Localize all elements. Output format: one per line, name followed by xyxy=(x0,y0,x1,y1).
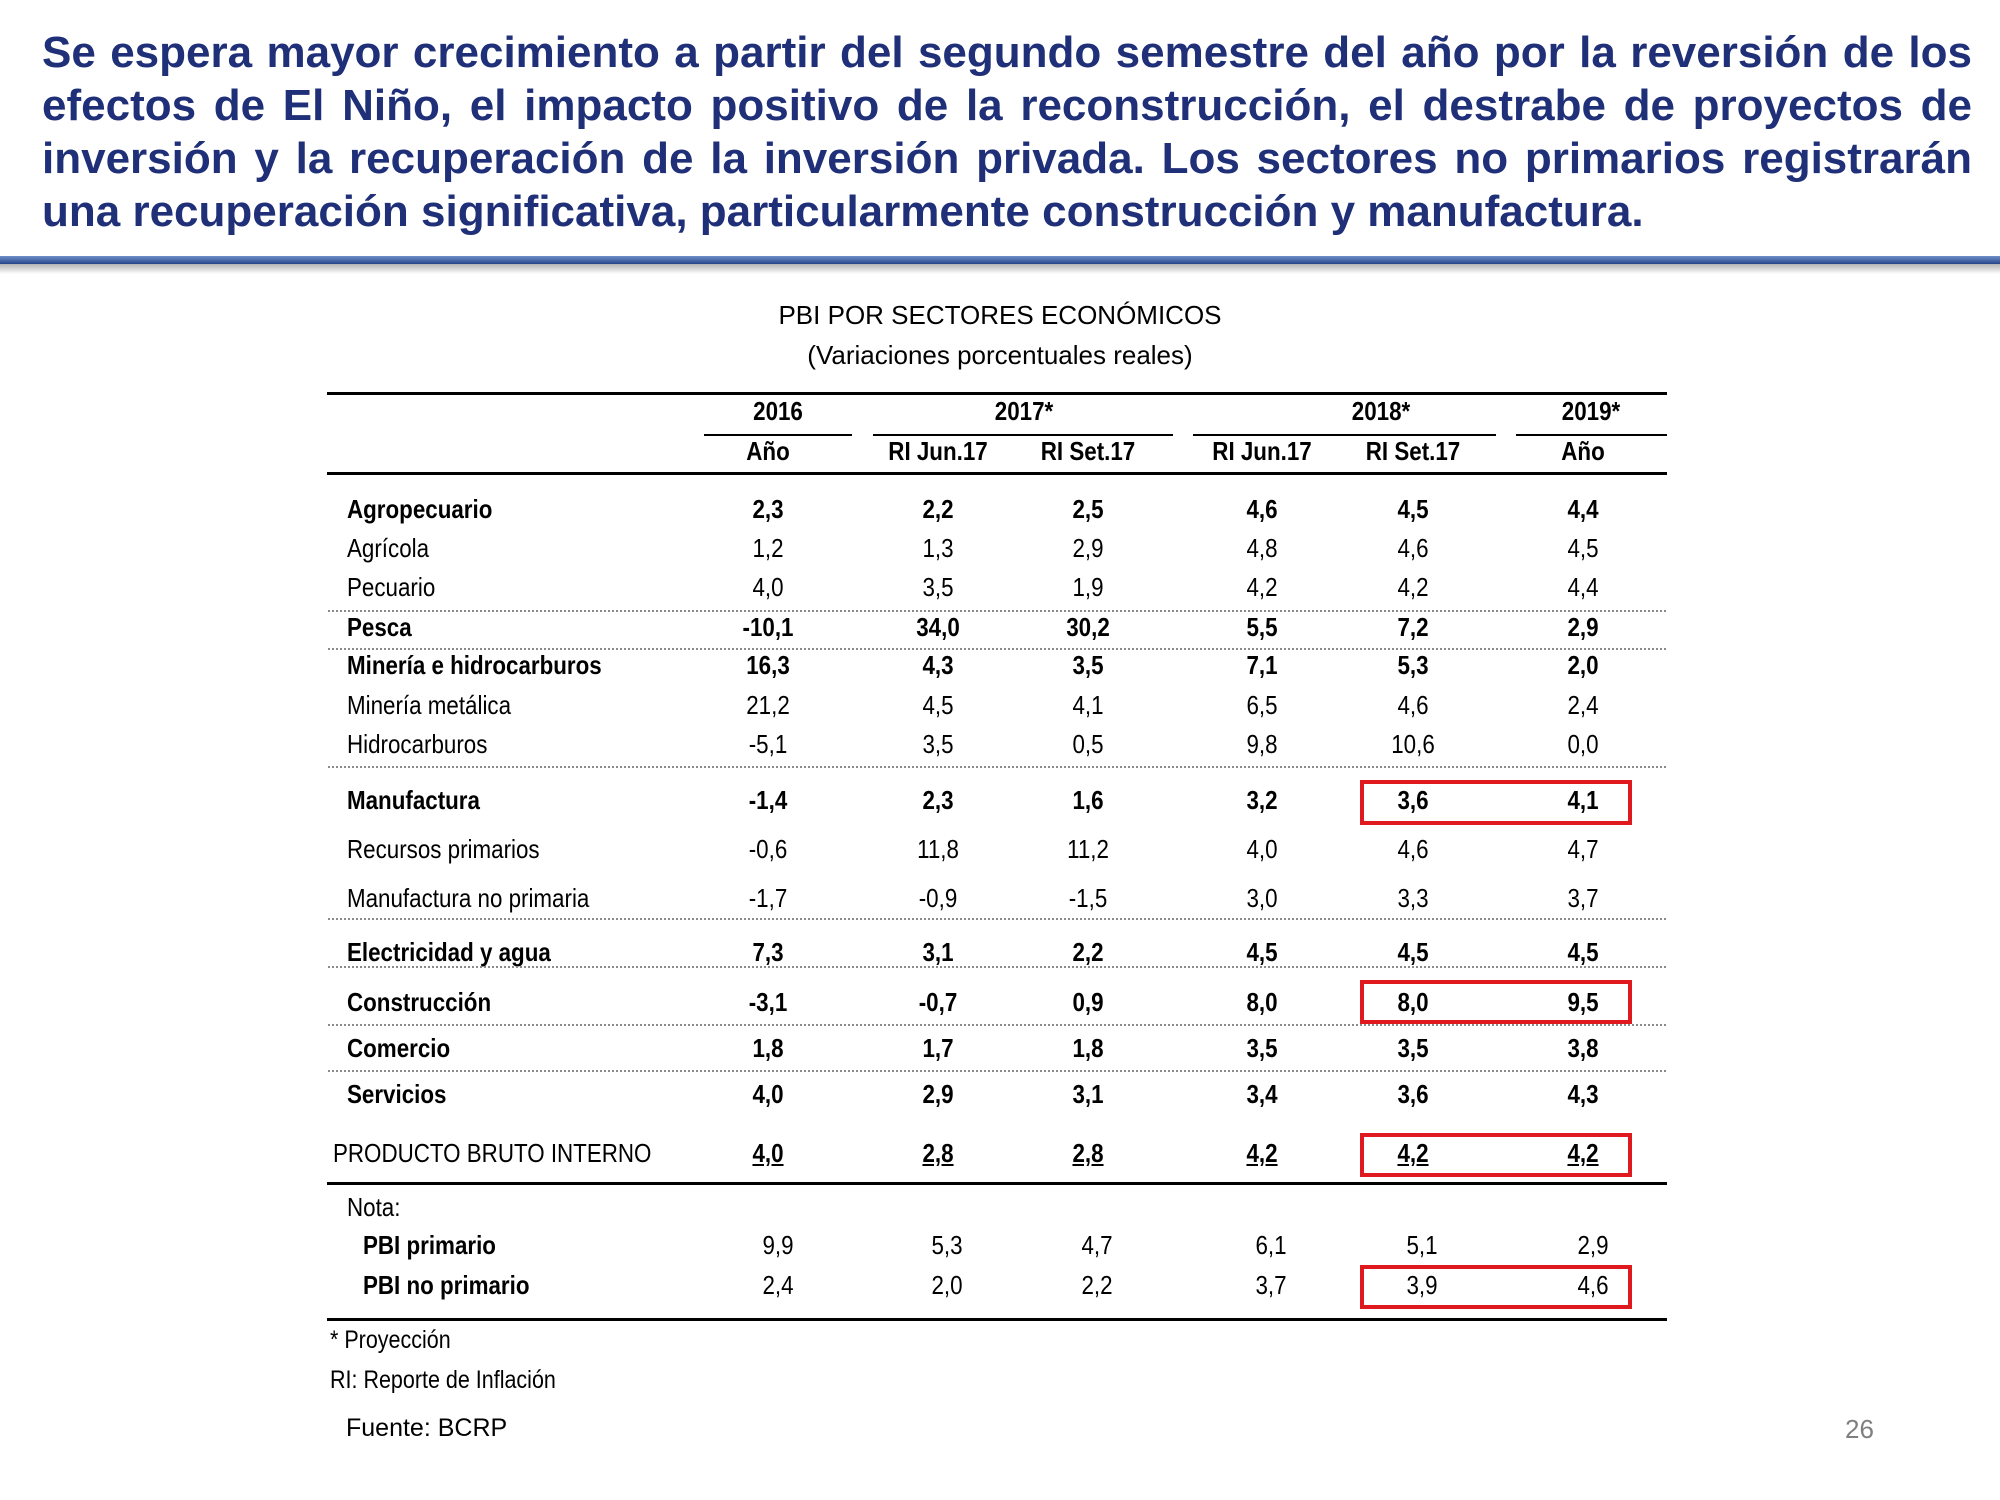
row-label: Hidrocarburos xyxy=(347,729,488,759)
row-label: Agrícola xyxy=(347,533,430,563)
row-label: Manufactura no primaria xyxy=(347,883,590,913)
table-cell: 3,6 xyxy=(1397,1079,1429,1109)
row-label: Pesca xyxy=(347,612,412,642)
note-cell: 3,9 xyxy=(1406,1270,1438,1300)
table-cell: 4,2 xyxy=(1397,1138,1429,1168)
row-label: Agropecuario xyxy=(347,494,493,524)
table-cell: 4,5 xyxy=(1397,494,1429,524)
table-cell: 30,2 xyxy=(1066,612,1110,642)
table-cell: 9,8 xyxy=(1246,729,1278,759)
table-cell: 3,5 xyxy=(1072,650,1104,680)
table-cell: 3,5 xyxy=(1397,1033,1429,1063)
period-header: RI Set.17 xyxy=(1040,436,1136,466)
table-cell: 4,1 xyxy=(1567,785,1599,815)
table-cell: 4,2 xyxy=(1397,572,1429,602)
table-cell: 2,2 xyxy=(922,494,954,524)
row-separator xyxy=(328,1024,1666,1026)
table-cell: 6,5 xyxy=(1246,690,1278,720)
row-label: Servicios xyxy=(347,1079,447,1109)
table-cell: 4,5 xyxy=(1397,937,1429,967)
header-divider-shadow xyxy=(0,264,2000,274)
table-cell: -1,4 xyxy=(748,785,788,815)
table-cell: 2,2 xyxy=(1072,937,1104,967)
table-cell: 7,1 xyxy=(1246,650,1278,680)
period-header: RI Jun.17 xyxy=(1212,436,1312,466)
table-cell: 4,5 xyxy=(1567,937,1599,967)
note-cell: 4,6 xyxy=(1577,1270,1609,1300)
table-cell: 2,3 xyxy=(922,785,954,815)
row-separator xyxy=(328,766,1666,768)
source-note: Fuente: BCRP xyxy=(346,1414,508,1442)
table-cell: 1,6 xyxy=(1072,785,1104,815)
year-header: 2018* xyxy=(1351,396,1411,426)
table-cell: 2,3 xyxy=(752,494,784,524)
row-label: Manufactura xyxy=(347,785,480,815)
row-label: Recursos primarios xyxy=(347,834,540,864)
table-cell: 2,9 xyxy=(1567,612,1599,642)
table-cell: 1,8 xyxy=(752,1033,784,1063)
row-separator xyxy=(328,648,1666,650)
period-header: Año xyxy=(1561,436,1605,466)
table-cell: 0,9 xyxy=(1072,987,1104,1017)
note-cell: 5,3 xyxy=(931,1230,963,1260)
table-cell: 4,6 xyxy=(1397,533,1429,563)
table-cell: 5,3 xyxy=(1397,650,1429,680)
table-top-rule xyxy=(327,392,1667,395)
table-cell: -0,9 xyxy=(918,883,958,913)
period-header: Año xyxy=(746,436,790,466)
table-cell: 1,2 xyxy=(752,533,784,563)
table-cell: 3,1 xyxy=(922,937,954,967)
note-cell: 2,9 xyxy=(1577,1230,1609,1260)
period-header: RI Set.17 xyxy=(1365,436,1461,466)
table-cell: -1,5 xyxy=(1068,883,1108,913)
row-separator xyxy=(328,918,1666,920)
total-rule xyxy=(327,1182,1667,1185)
table-cell: 4,5 xyxy=(922,690,954,720)
table-cell: 4,7 xyxy=(1567,834,1599,864)
row-separator xyxy=(328,1070,1666,1072)
table-cell: 4,4 xyxy=(1567,494,1599,524)
table-cell: 3,7 xyxy=(1567,883,1599,913)
table-cell: 3,5 xyxy=(1246,1033,1278,1063)
table-cell: 4,4 xyxy=(1567,572,1599,602)
note-cell: 6,1 xyxy=(1255,1230,1287,1260)
table-cell: 4,2 xyxy=(1246,1138,1278,1168)
table-cell: 2,9 xyxy=(922,1079,954,1109)
note-cell: 9,9 xyxy=(762,1230,794,1260)
row-label: Construcción xyxy=(347,987,492,1017)
table-cell: 1,3 xyxy=(922,533,954,563)
table-cell: 2,0 xyxy=(1567,650,1599,680)
table-cell: 0,0 xyxy=(1567,729,1599,759)
table-cell: 3,5 xyxy=(922,729,954,759)
note-cell: 5,1 xyxy=(1406,1230,1438,1260)
note-cell: 4,7 xyxy=(1081,1230,1113,1260)
table-cell: 9,5 xyxy=(1567,987,1599,1017)
table-cell: 2,5 xyxy=(1072,494,1104,524)
table-cell: 3,3 xyxy=(1397,883,1429,913)
table-cell: 4,0 xyxy=(752,1138,784,1168)
table-cell: 2,8 xyxy=(1072,1138,1104,1168)
highlight-box xyxy=(1360,980,1632,1024)
table-cell: 4,1 xyxy=(1072,690,1104,720)
table-cell: -10,1 xyxy=(742,612,794,642)
table-cell: 3,8 xyxy=(1567,1033,1599,1063)
table-bottom-rule xyxy=(327,1318,1667,1321)
note-cell: 2,0 xyxy=(931,1270,963,1300)
row-label: PRODUCTO BRUTO INTERNO xyxy=(333,1138,652,1168)
table-cell: 0,5 xyxy=(1072,729,1104,759)
table-cell: 1,8 xyxy=(1072,1033,1104,1063)
highlight-box xyxy=(1360,1133,1632,1177)
row-label: Minería e hidrocarburos xyxy=(347,650,602,680)
slide-headline: Se espera mayor crecimiento a partir del segundo semestre del año por la reversión de los efectos de El Niño, el impacto positivo de la reconstrucción, el destrabe de proyectos de inversión y la recuperación de la inversión privada. Los sectores no primarios registrarán una recuperación significativa, particularmente construcción y manufactura. xyxy=(42,28,1972,236)
table-cell: 4,6 xyxy=(1246,494,1278,524)
year-header: 2019* xyxy=(1561,396,1621,426)
footnote-ri: RI: Reporte de Inflación xyxy=(330,1366,556,1394)
year-header: 2016 xyxy=(753,396,803,426)
header-divider xyxy=(0,256,2000,264)
table-cell: 3,4 xyxy=(1246,1079,1278,1109)
table-cell: 4,6 xyxy=(1397,690,1429,720)
table-cell: 4,6 xyxy=(1397,834,1429,864)
table-cell: 3,0 xyxy=(1246,883,1278,913)
table-cell: 34,0 xyxy=(916,612,960,642)
table-cell: 4,5 xyxy=(1567,533,1599,563)
table-cell: 7,3 xyxy=(752,937,784,967)
note-cell: 2,2 xyxy=(1081,1270,1113,1300)
year-header: 2017* xyxy=(994,396,1054,426)
table-cell: 1,9 xyxy=(1072,572,1104,602)
table-cell: 8,0 xyxy=(1246,987,1278,1017)
highlight-box xyxy=(1360,1265,1632,1309)
table-cell: 4,3 xyxy=(1567,1079,1599,1109)
note-cell: 3,7 xyxy=(1255,1270,1287,1300)
table-cell: 4,0 xyxy=(1246,834,1278,864)
table-cell: 4,2 xyxy=(1567,1138,1599,1168)
table-cell: 3,5 xyxy=(922,572,954,602)
period-header: RI Jun.17 xyxy=(888,436,988,466)
note-cell: 2,4 xyxy=(762,1270,794,1300)
note-label: Nota: xyxy=(347,1192,401,1222)
note-row-label: PBI primario xyxy=(363,1230,496,1260)
table-cell: 8,0 xyxy=(1397,987,1429,1017)
table-cell: 21,2 xyxy=(746,690,790,720)
header-bottom-rule xyxy=(327,472,1667,475)
row-separator xyxy=(328,966,1666,968)
table-cell: 5,5 xyxy=(1246,612,1278,642)
table-cell: 11,2 xyxy=(1067,834,1109,864)
table-cell: -1,7 xyxy=(748,883,788,913)
table-cell: -0,6 xyxy=(748,834,788,864)
table-cell: -5,1 xyxy=(748,729,788,759)
table-cell: 2,8 xyxy=(922,1138,954,1168)
table-cell: 4,2 xyxy=(1246,572,1278,602)
table-cell: -0,7 xyxy=(918,987,958,1017)
highlight-box xyxy=(1360,780,1632,825)
table-cell: 3,1 xyxy=(1072,1079,1104,1109)
table-cell: 4,0 xyxy=(752,1079,784,1109)
table-cell: 4,5 xyxy=(1246,937,1278,967)
table-cell: 10,6 xyxy=(1391,729,1435,759)
table-cell: 4,0 xyxy=(752,572,784,602)
table-cell: 3,6 xyxy=(1397,785,1429,815)
note-row-label: PBI no primario xyxy=(363,1270,530,1300)
row-label: Pecuario xyxy=(347,572,436,602)
table-cell: 16,3 xyxy=(746,650,790,680)
page-number: 26 xyxy=(1845,1414,1874,1444)
row-separator xyxy=(328,610,1666,612)
row-label: Electricidad y agua xyxy=(347,937,551,967)
table-title: PBI POR SECTORES ECONÓMICOS xyxy=(778,300,1222,330)
table-subtitle: (Variaciones porcentuales reales) xyxy=(807,340,1193,370)
table-cell: 2,4 xyxy=(1567,690,1599,720)
table-cell: 7,2 xyxy=(1397,612,1429,642)
table-cell: 3,2 xyxy=(1246,785,1278,815)
row-label: Comercio xyxy=(347,1033,451,1063)
table-cell: 4,3 xyxy=(922,650,954,680)
table-cell: 4,8 xyxy=(1246,533,1278,563)
table-cell: 11,8 xyxy=(917,834,959,864)
table-cell: -3,1 xyxy=(748,987,788,1017)
table-cell: 1,7 xyxy=(922,1033,954,1063)
table-cell: 2,9 xyxy=(1072,533,1104,563)
row-label: Minería metálica xyxy=(347,690,512,720)
footnote-projection: * Proyección xyxy=(330,1326,451,1354)
